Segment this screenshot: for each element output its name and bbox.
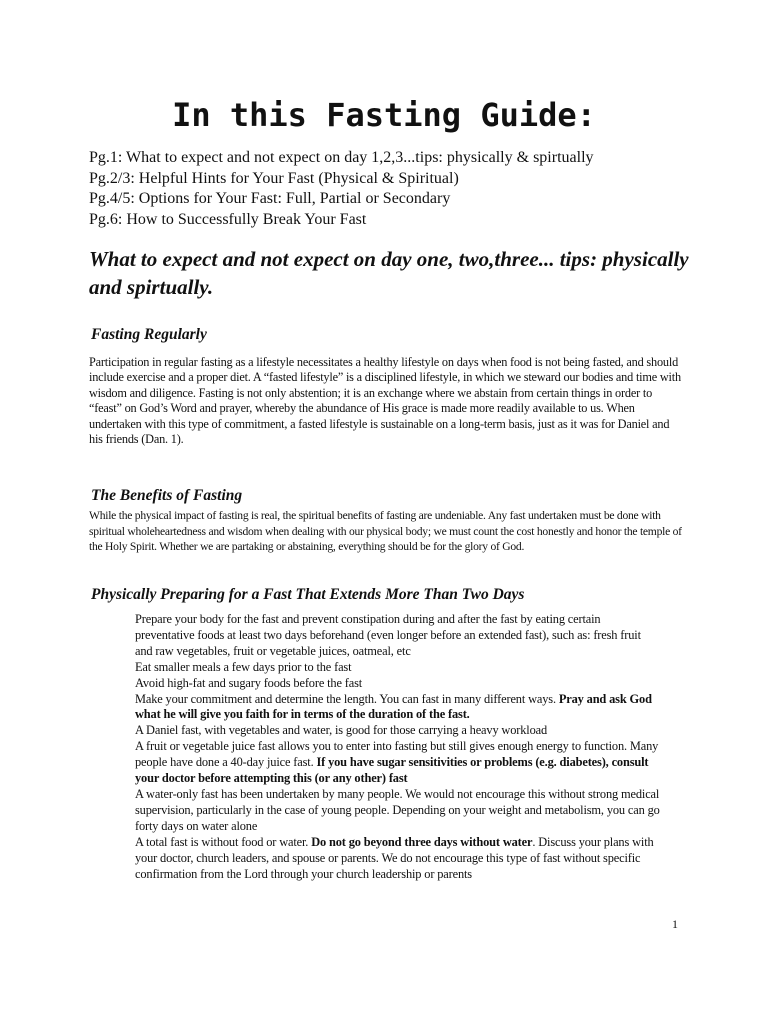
toc-entry: Pg.2/3: Helpful Hints for Your Fast (Physical & Spiritual) (89, 169, 459, 187)
section-heading-fasting-regularly: Fasting Regularly (91, 326, 207, 343)
list-item (135, 723, 660, 739)
toc-entry: Pg.6: How to Successfully Break Your Fast (89, 210, 367, 228)
main-heading: What to expect and not expect on day one, two,three... tips: physically and spirtually. (89, 247, 689, 299)
list-item (135, 660, 660, 676)
paragraph-benefits: While the physical impact of fasting is real, the spiritual benefits of fasting are undeniable. Any fast undertaken must be done with spiritual wholeheartedness and wisdom when dealing with our physical body; we must count the cost honestly and honor the temple of the Holy Spirit. Whether we are partaking or abstaining, everything should be for the glory of God. (89, 509, 682, 554)
tip-bold-text: If you have sugar sensitivities or problems (e.g. diabetes), consult your doctor before attempting this (or any other) fast (135, 755, 649, 786)
tip-text: Prepare your body for the fast and prevent constipation during and after the fast by eating certain preventative foods at least two days beforehand (even longer before an extended fast), such as: fresh fruit and raw vegetables, fruit or vegetable juices, oatmeal, etc (135, 612, 641, 658)
tip-text: Avoid high-fat and sugary foods before the fast (135, 675, 363, 690)
tip-text: A water-only fast has been undertaken by many people. We would not encourage this without strong medical supervision, particularly in the case of young people. Depending on your weight and metabolism, you can go forty days on water alone (135, 786, 660, 833)
page-title: In this Fasting Guide: (172, 96, 596, 134)
tip-tail-text: . Discuss your plans with your doctor, church leaders, and spouse or parents. We do not encourage this type of fast without specific confirmation from the Lord through your church leadership or parents (135, 834, 654, 881)
list-item (135, 612, 660, 660)
list-item (135, 739, 660, 787)
list-item (135, 787, 660, 835)
list-item (135, 676, 660, 692)
tip-text: A fruit or vegetable juice fast allows you to enter into fasting but still gives enough energy to function. Many people have done a 40-day juice fast. (135, 739, 659, 770)
list-item (135, 835, 660, 883)
toc-entry: Pg.4/5: Options for Your Fast: Full, Partial or Secondary (89, 190, 451, 207)
tip-bold-text: Pray and ask God what he will give you faith for in terms of the duration of the fast. (135, 691, 652, 722)
tip-text: A total fast is without food or water. (135, 834, 312, 849)
tip-text: Make your commitment and determine the length. You can fast in many different ways. (135, 691, 559, 706)
tip-text: Eat smaller meals a few days prior to the fast (135, 659, 352, 674)
tip-text: A Daniel fast, with vegetables and water, is good for those carrying a heavy workload (135, 723, 548, 738)
page-number: 1 (672, 917, 678, 931)
paragraph-fasting-regularly: Participation in regular fasting as a lifestyle necessitates a healthy lifestyle on days when food is not being fasted, and should include exercise and a proper diet. A “fasted lifestyle” is a disciplined lifestyle, in which we steward our bodies and time with wisdom and diligence. Fasting is not only abstention; it is an exchange where we abstain from certain things in order to “feast” on God’s Word and prayer, whereby the abundance of His grace is made more readily available to us. When undertaken with this type of commitment, a fasted lifestyle is sustainable on a long-term basis, just as it was for Daniel and his friends (Dan. 1). (89, 355, 681, 447)
table-of-contents (89, 148, 729, 230)
preparation-tips-list (135, 612, 660, 882)
tip-bold-text: Do not go beyond three days without water (311, 834, 533, 849)
section-heading-physical-preparation: Physically Preparing for a Fast That Extends More Than Two Days (91, 586, 525, 603)
toc-entry: Pg.1: What to expect and not expect on day 1,2,3...tips: physically & spirtually (89, 149, 594, 166)
list-item (135, 692, 660, 724)
section-heading-benefits: The Benefits of Fasting (91, 487, 243, 504)
